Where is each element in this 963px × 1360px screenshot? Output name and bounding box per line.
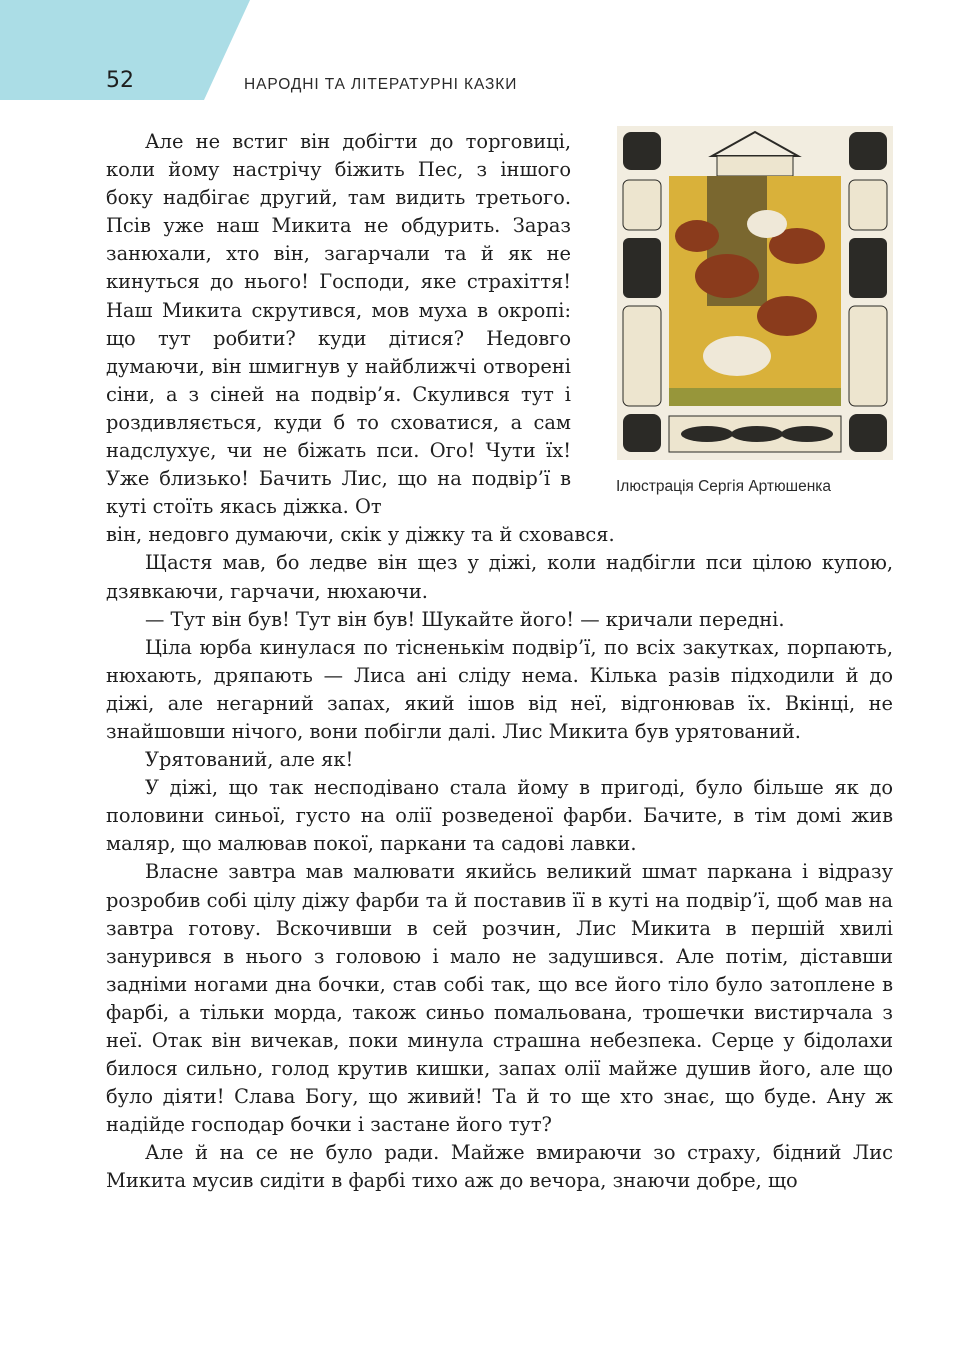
story-text xyxy=(106,128,893,1196)
figure-caption: Ілюстрація Сергія Артюшенка xyxy=(616,478,832,495)
paragraph: Але й на се не було ради. Майже вмираючи зо страху, бідний Лис Микита мусив сидіти в фарбі тихо аж до вечора, знаючи добре, що xyxy=(106,1141,893,1193)
paragraph: — Тут він був! Тут він був! Шукайте його! — кричали передні. xyxy=(145,607,785,631)
paragraph-continuation: він, недовго думаючи, скік у діжку та й сховався. xyxy=(106,523,615,547)
running-title: НАРОДНІ ТА ЛІТЕРАТУРНІ КАЗКИ xyxy=(244,76,518,93)
paragraph: У діжі, що так несподівано стала йому в пригоді, було більше як до половини синьої, густо на олії розведеної фарби. Бачите, в тім домі жив маляр, що малював покої, паркани та садові лавки. xyxy=(106,776,893,856)
paragraph: Щастя мав, бо ледве він щез у діжі, коли надбігли пси цілою купою, дзявкаючи, гарчачи, нюхаючи. xyxy=(106,551,893,603)
paragraph: Ціла юрба кинулася по тісненькім подвір’ї, по всіх закутках, порпають, нюхають, дряпають — Лиса ані сліду нема. Кілька разів підходили й до діжі, але негарний запах, який ішов від неї, відгонював їх. Вкінці, не знайшовши нічого, вони побігли далі. Лис Микита був урятований. xyxy=(106,635,893,743)
wrapped-text-block xyxy=(106,128,571,521)
paragraph: Власне завтра мав малювати якийсь великий шмат паркана і відразу розробив собі цілу діжу фарби та й поставив її в куті на подвір’ї, щоб мав на завтра готову. Вскочивши в сей розчин, Лис Микита в першій хвилі занурився в нього з головою і мало не задушився. Але потім, діставши задніми ногами дна бочки, став собі так, що все його тіло було затоплене в фарбі, а тільки морда, також синьо помальована, трошечки вистирчала з неї. Отак він вичекав, поки минула страшна небезпека. Серце у бідолахи билося сильно, голод крутив кишки, запах олії майже душив його, але що було діяти! Слава Богу, що живий! Та й то ще хто знає, що буде. Ану ж надійде господар бочки і застане його тут? xyxy=(106,860,893,1137)
page-number: 52 xyxy=(106,68,134,93)
paragraph: Але не встиг він добігти до торговиці, коли йому настрічу біжить Пес, з іншого боку надбігає другий, там видить третього. Псів уже наш Микита не обдурить. Зараз занюхали, хто він, загарчали та й як не кинуться до нього! Господи, яке страхіття! Наш Микита скрутився, мов муха в окропі: що тут робити? куди дітися? Недовго думаючи, він шмигнув у найближчі отворені сіни, а з сіней на подвір’я. Скулився тут і роздивляється, куди б то сховатися, а сам надслухує, чи не біжать пси. Ого! Чути їх! Уже близько! Бачить Лис, що на подвір’ї в куті стоїть якась діжка. От xyxy=(106,130,571,519)
paragraph: Урятований, але як! xyxy=(145,748,354,772)
